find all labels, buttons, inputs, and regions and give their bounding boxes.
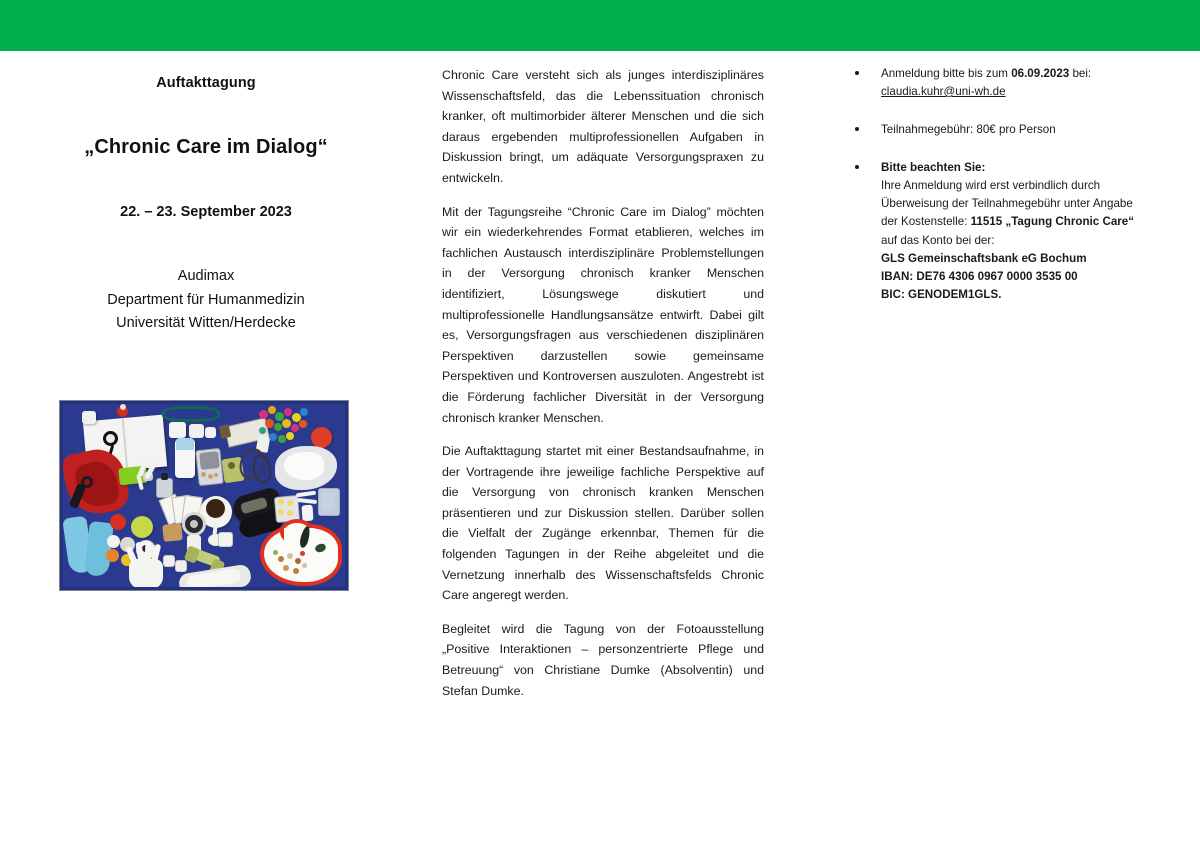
green-header-band: [0, 0, 1200, 51]
venue-line-department: Department für Humanmedizin: [107, 291, 305, 308]
info-bullet-list: [848, 65, 1148, 304]
right-column: [848, 65, 1148, 304]
registration-prefix: Anmeldung bitte bis zum: [881, 67, 1012, 80]
event-kicker: Auftakttagung: [156, 75, 256, 91]
page-title: „Chronic Care im Dialog“: [84, 135, 328, 158]
notice-heading: Bitte beachten Sie:: [881, 160, 986, 174]
registration-deadline-line: [881, 65, 1148, 83]
notice-line-2: Überweisung der Teilnahmegebühr unter Angabe: [881, 197, 1133, 211]
registration-deadline-date: 06.09.2023: [1011, 67, 1070, 80]
cost-center-value: 11515 „Tagung Chronic Care“: [970, 215, 1135, 229]
bank-bic: BIC: GENODEM1GLS.: [881, 288, 1002, 302]
venue-line-room: Audimax: [177, 268, 235, 285]
body-paragraph-1: Chronic Care versteht sich als junges interdisziplinäres Wissenschaftsfeld, das die Lebenssituation chronisch kranker, oft multimorbider älterer Menschen und die sich daraus ergebenden multiprofessionellen Aufgaben in Diskussion bringt, um adäquate Versorgungspraxen zu entwickeln.: [442, 68, 764, 185]
photo-canvas: [63, 404, 345, 587]
flyer-page: [0, 51, 1200, 849]
bank-iban: IBAN: DE76 4306 0967 0000 3535 00: [881, 270, 1078, 284]
bullet-dot-icon: [855, 127, 859, 131]
middle-column: [442, 65, 764, 701]
list-item-fee: [848, 121, 1148, 139]
bank-name: GLS Gemeinschaftsbank eG Bochum: [881, 251, 1087, 265]
registration-suffix: bei:: [1069, 67, 1092, 80]
bullet-dot-icon: [855, 71, 859, 75]
registration-email-link[interactable]: claudia.kuhr@uni-wh.de: [881, 84, 1006, 98]
title-block: [56, 74, 356, 336]
event-date: 22. – 23. September 2023: [120, 203, 292, 220]
venue-line-university: Universität Witten/Herdecke: [116, 315, 296, 332]
body-paragraph-3: Die Auftakttagung startet mit einer Bestandsaufnahme, in der Vortragende ihre jeweilige fachliche Perspektive auf die Versorgung von chronisch kranken Menschen präsentieren und zur Diskussion stellen. Darüber sollen die Vielfalt der Zugänge erkennbar, Themen für die folgenden Tagungen in der Reihe abgeleitet und die Vernetzung innerhalb des Wissenschaftsfelds Chronic Care angeregt werden.: [442, 444, 764, 603]
venue-block: [56, 265, 356, 335]
body-paragraph-2: Mit der Tagungsreihe “Chronic Care im Dialog” möchten wir ein wiederkehrendes Format etablieren, welches im fachlichen Austausch interdisziplinäre Problemstellungen in der Versorgung chronisch kranker Menschen identifiziert, Lösungswege diskutiert und multiprofessionelle Handlungsansätze entwirft. Dabei gilt es, Versorgungsfragen aus verschiedenen disziplinären Perspektiven darzustellen sowie gemeinsame Perspektiven und Kontroversen auszuloten. Angestrebt ist die Förderung fachlicher Diversität in der Versorgung chronisch kranker Menschen.: [442, 204, 764, 425]
exhibition-photo: [59, 400, 349, 591]
participation-fee-text: Teilnahmegebühr: 80€ pro Person: [881, 122, 1056, 136]
bullet-dot-icon: [855, 165, 859, 169]
left-column: [56, 63, 356, 336]
cost-center-prefix: der Kostenstelle:: [881, 215, 971, 229]
list-item-registration: [848, 65, 1148, 101]
list-item-payment-notice: [848, 159, 1148, 305]
notice-cost-center-line: [881, 213, 1148, 231]
body-paragraph-4: Begleitet wird die Tagung von der Fotoausstellung „Positive Interaktionen – personzentrierte Pflege und Betreuung“ von Christiane Dumke (Absolventin) und Stefan Dumke.: [442, 621, 764, 698]
notice-line-1: Ihre Anmeldung wird erst verbindlich durch: [881, 179, 1101, 193]
notice-line-4: auf das Konto bei der:: [881, 233, 995, 247]
